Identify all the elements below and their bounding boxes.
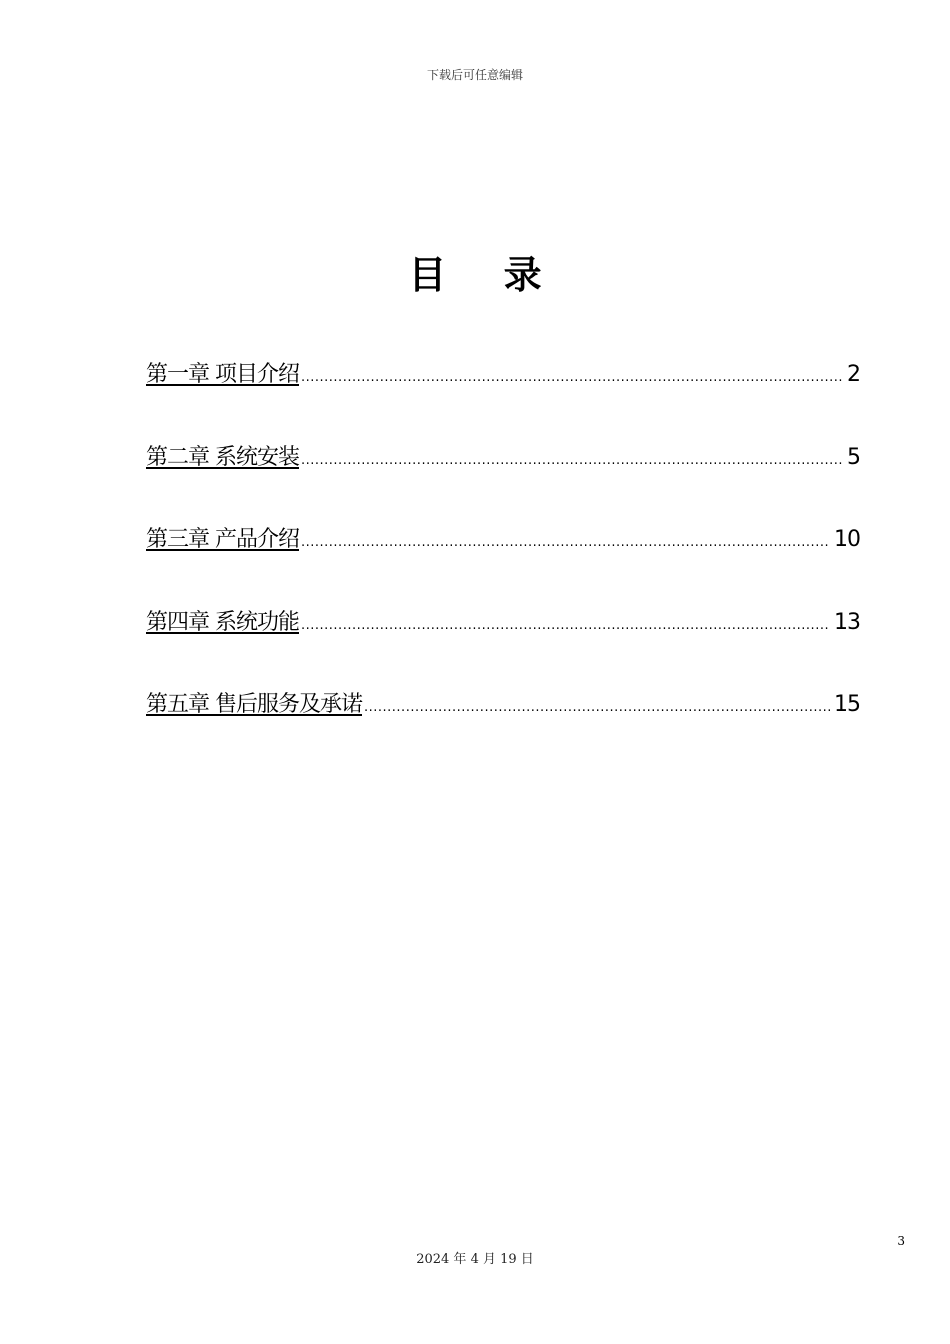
toc-entry-chapter-5[interactable]	[146, 687, 860, 770]
toc-dot-leader	[301, 618, 830, 633]
toc-entry-chapter-3[interactable]	[146, 522, 860, 605]
toc-entry-chapter-1[interactable]	[146, 357, 860, 440]
toc-entry-page: 13	[834, 609, 860, 635]
toc-entry-chapter-4[interactable]	[146, 605, 860, 688]
toc-entry-label[interactable]: 第五章 售后服务及承诺	[146, 692, 362, 717]
header-note: 下载后可任意编辑	[426, 68, 523, 82]
toc-entry-label[interactable]: 第三章 产品介绍	[146, 527, 299, 552]
toc-title: 目 录	[408, 253, 564, 297]
footer-date: 2024 年 4 月 19 日	[416, 1252, 534, 1267]
toc-entry-label[interactable]: 第一章 项目介绍	[146, 362, 299, 387]
table-of-contents	[146, 357, 860, 770]
toc-entry-chapter-2[interactable]	[146, 440, 860, 523]
toc-entry-label[interactable]: 第四章 系统功能	[146, 609, 299, 635]
toc-entry-page: 5	[847, 444, 860, 470]
toc-entry-page: 15	[834, 692, 860, 717]
toc-dot-leader	[301, 535, 830, 550]
toc-dot-leader	[301, 453, 843, 468]
toc-entry-page: 10	[834, 527, 860, 552]
toc-entry-page: 2	[847, 362, 860, 387]
page-number: 3	[897, 1234, 905, 1248]
toc-dot-leader	[364, 700, 830, 715]
toc-entry-label[interactable]: 第二章 系统安装	[146, 444, 299, 470]
toc-dot-leader	[301, 370, 843, 385]
